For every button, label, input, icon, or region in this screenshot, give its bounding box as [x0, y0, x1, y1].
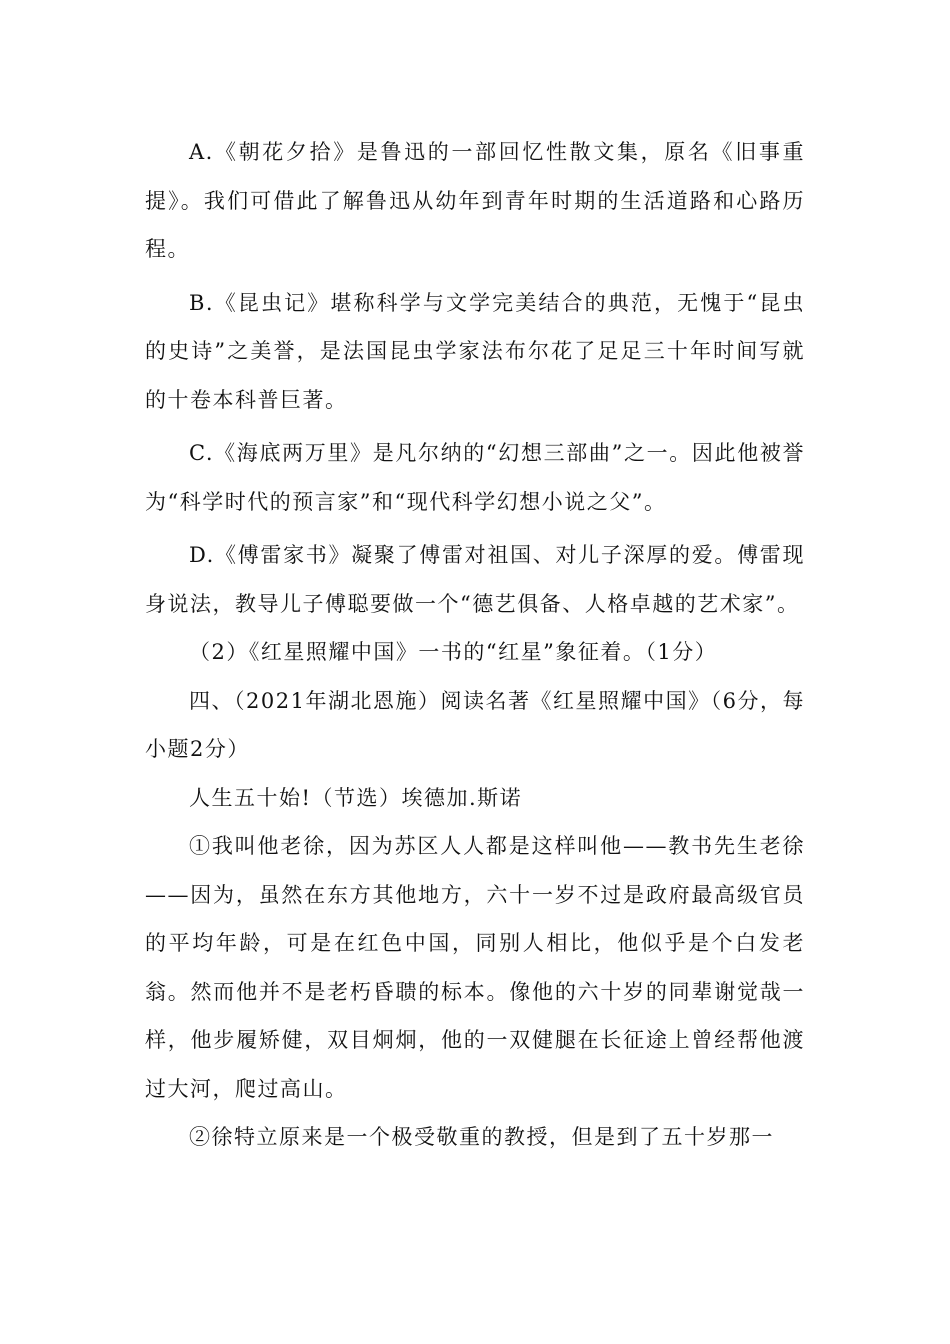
section-4-heading: 四、（2021年湖北恩施）阅读名著《红星照耀中国》（6分，每小题2分）: [145, 688, 805, 761]
option-d-paragraph: D.《傅雷家书》凝聚了傅雷对祖国、对儿子深厚的爱。傅雷现身说法，教导儿子傅聪要做一个“德艺俱备、人格卓越的艺术家”。: [145, 543, 805, 616]
excerpt-title: 人生五十始!（节选）埃德加.斯诺: [189, 785, 523, 810]
excerpt-paragraph-2: ②徐特立原来是一个极受敬重的教授，但是到了五十岁那一: [189, 1125, 774, 1149]
option-c-paragraph: C.《海底两万里》是凡尔纳的“幻想三部曲”之一。因此他被誉为“科学时代的预言家”和“现代科学幻想小说之父”。: [145, 441, 805, 514]
option-a-paragraph: A.《朝花夕拾》是鲁迅的一部回忆性散文集，原名《旧事重提》。我们可借此了解鲁迅从幼年到青年时期的生活道路和心路历程。: [145, 140, 805, 261]
question-2-paragraph: （2）《红星照耀中国》一书的“红星”象征着。（1分）: [189, 640, 718, 664]
excerpt-paragraph-1: ①我叫他老徐，因为苏区人人都是这样叫他——教书先生老徐——因为，虽然在东方其他地方，六十一岁不过是政府最高级官员的平均年龄，可是在红色中国，同别人相比，他似乎是个白发老翁。然而他并不是老朽昏聩的标本。像他的六十岁的同辈谢觉哉一样，他步履矫健，双目炯炯，他的一双健腿在长征途上曾经帮他渡过大河，爬过高山。: [145, 834, 805, 1101]
option-b-paragraph: B.《昆虫记》堪称科学与文学完美结合的典范，无愧于“昆虫的史诗”之美誉，是法国昆虫学家法布尔花了足足三十年时间写就的十卷本科普巨著。: [145, 290, 805, 412]
document-page: [145, 128, 805, 1162]
